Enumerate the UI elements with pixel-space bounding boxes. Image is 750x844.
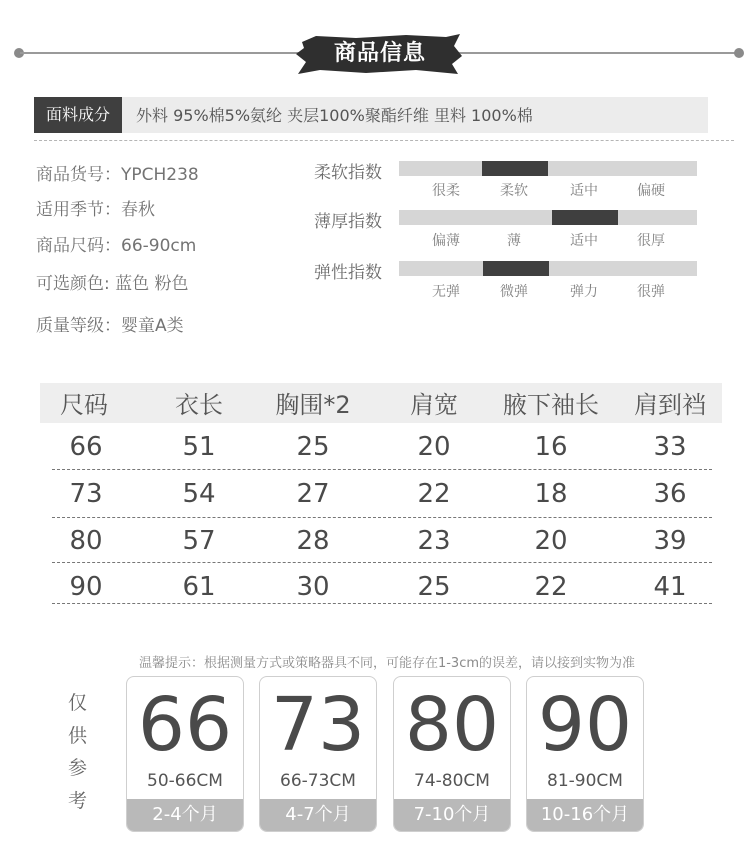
header-right-line <box>458 52 738 54</box>
card-size: 73 <box>270 682 366 768</box>
table-cell: 23 <box>417 526 451 556</box>
card-size: 66 <box>137 682 233 768</box>
table-cell: 41 <box>653 572 687 602</box>
size-card-90 <box>526 676 644 832</box>
index-bar-selected <box>483 261 549 276</box>
index-option: 很柔 <box>432 183 460 199</box>
fabric-value: 外料 95%棉5%氨纶 夹层100%聚酯纤维 里料 100%棉 <box>136 106 533 125</box>
column-header: 胸围*2 <box>275 391 351 419</box>
index-option: 无弹 <box>432 284 460 300</box>
row-divider <box>52 562 712 563</box>
index-bar <box>399 210 697 225</box>
table-cell: 36 <box>653 479 687 509</box>
index-bar-selected <box>552 210 618 225</box>
column-header: 腋下袖长 <box>503 391 599 419</box>
index-option: 适中 <box>570 233 598 249</box>
reference-label-char: 仅 <box>68 692 88 714</box>
page-title: 商品信息 <box>333 41 426 66</box>
table-cell: 90 <box>69 572 103 602</box>
card-age-range: 10-16个月 <box>527 799 643 831</box>
card-age-range: 4-7个月 <box>260 799 376 831</box>
row-divider <box>52 517 712 518</box>
card-age-range: 7-10个月 <box>394 799 510 831</box>
table-cell: 51 <box>182 432 216 462</box>
column-header: 肩到裆 <box>634 391 706 419</box>
column-header: 肩宽 <box>410 391 458 419</box>
header-right-dot <box>734 48 744 58</box>
table-cell: 22 <box>417 479 451 509</box>
table-cell: 80 <box>69 526 103 556</box>
product-size-range: 商品尺码：66-90cm <box>36 236 197 256</box>
table-cell: 57 <box>182 526 216 556</box>
table-cell: 73 <box>69 479 103 509</box>
index-option: 薄 <box>507 233 521 249</box>
measurement-tip: 温馨提示：根据测量方式或策略器具不同，可能存在1-3cm的误差，请以接到实物为准 <box>138 656 636 671</box>
section-divider <box>34 140 734 141</box>
index-option: 弹力 <box>570 284 598 300</box>
index-bar-selected <box>482 161 548 176</box>
column-header: 尺码 <box>60 391 108 419</box>
index-option: 偏硬 <box>637 183 665 199</box>
row-divider <box>52 469 712 470</box>
table-cell: 20 <box>417 432 451 462</box>
table-cell: 66 <box>69 432 103 462</box>
size-card-73 <box>259 676 377 832</box>
table-cell: 18 <box>534 479 568 509</box>
reference-label-char: 考 <box>68 790 88 812</box>
row-divider <box>52 603 712 604</box>
index-label: 弹性指数 <box>314 263 382 283</box>
product-code: 商品货号：YPCH238 <box>36 165 199 185</box>
card-size: 90 <box>537 682 633 768</box>
card-height-range: 50-66CM <box>147 771 223 791</box>
table-cell: 33 <box>653 432 687 462</box>
index-bar <box>399 161 697 176</box>
fabric-label: 面料成分 <box>34 97 122 133</box>
index-label: 柔软指数 <box>314 163 382 183</box>
column-header: 衣长 <box>175 391 223 419</box>
index-bar <box>399 261 697 276</box>
table-cell: 28 <box>296 526 330 556</box>
table-cell: 25 <box>417 572 451 602</box>
size-card-80 <box>393 676 511 832</box>
card-size: 80 <box>404 682 500 768</box>
index-option: 微弹 <box>500 284 528 300</box>
header-left-line <box>20 52 302 54</box>
product-grade: 质量等级：婴童A类 <box>36 316 184 336</box>
table-cell: 30 <box>296 572 330 602</box>
card-height-range: 81-90CM <box>547 771 623 791</box>
index-label: 薄厚指数 <box>314 212 382 232</box>
product-season: 适用季节：春秋 <box>36 200 155 220</box>
table-cell: 39 <box>653 526 687 556</box>
table-cell: 20 <box>534 526 568 556</box>
reference-label-char: 供 <box>68 725 88 747</box>
card-height-range: 74-80CM <box>414 771 490 791</box>
table-cell: 27 <box>296 479 330 509</box>
table-cell: 22 <box>534 572 568 602</box>
size-card-66 <box>126 676 244 832</box>
reference-label-char: 参 <box>68 757 88 779</box>
index-option: 柔软 <box>500 183 528 199</box>
card-age-range: 2-4个月 <box>127 799 243 831</box>
table-cell: 61 <box>182 572 216 602</box>
product-colors: 可选颜色: 蓝色 粉色 <box>36 274 189 294</box>
table-cell: 16 <box>534 432 568 462</box>
table-cell: 54 <box>182 479 216 509</box>
index-option: 很厚 <box>637 233 665 249</box>
fabric-composition-bar <box>34 97 708 133</box>
card-height-range: 66-73CM <box>280 771 356 791</box>
table-cell: 25 <box>296 432 330 462</box>
index-option: 适中 <box>570 183 598 199</box>
index-option: 偏薄 <box>432 233 460 249</box>
index-option: 很弹 <box>637 284 665 300</box>
